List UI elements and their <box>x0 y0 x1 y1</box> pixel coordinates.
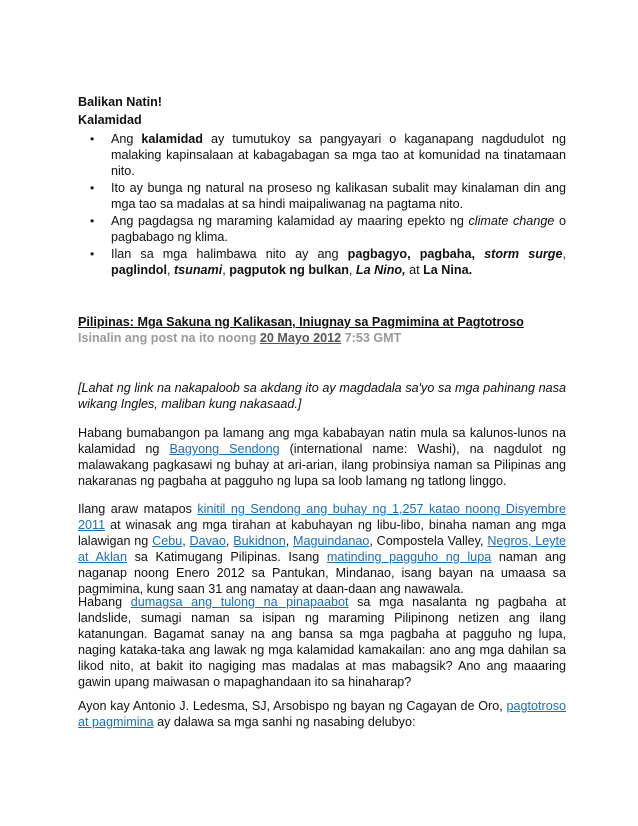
term-bold: kalamidad <box>141 132 204 146</box>
text-run: (international name: Washi), na nagdulot ng malawakang pagkasawi ng buhay at ari-arian, ilang probinsiya naman sa Pilipinas ang nakaranas ng pagbaha at pagguho ng lupa sa loob lamang ng tatlong linggo. <box>78 442 567 488</box>
term-bold-italic: La Nino, <box>355 263 406 277</box>
text-run: Ang pagdagsa ng maraming kalamidad ay maaring epekto ng <box>111 214 469 228</box>
article-title[interactable]: Pilipinas: Mga Sakuna ng Kalikasan, Iniugnay sa Pagmimina at Pagtotroso <box>78 315 524 329</box>
link-negros-leyte-aklan[interactable]: Negros, Leyte at Aklan <box>78 534 567 564</box>
link-pagtotroso-at-pagmimina[interactable]: pagtotroso at pagmimina <box>78 699 566 729</box>
recap-subheading: Kalamidad <box>78 113 142 127</box>
list-item <box>78 213 566 245</box>
text-run: sa mga nasalanta ng pagbaha at landslide, sumagi naman sa isipan ng maraming Pilipinong netizen ang ilang katanungan. Bagamat sanay na ang bansa sa mga pagbaha at pagguho ng lupa, naging kataka-taka ang lawak ng mga kalamidad kamakailan: ano ang mga dahilan sa likod nito, at bakit ito nagiging mas madalas at mas mabagsik? Ano ang maaaring gawin upang maiwasan o mapaghandaan ito sa hinaharap? <box>78 595 567 689</box>
list-item <box>78 246 566 278</box>
text-run <box>411 247 420 261</box>
text-run: , <box>285 534 294 548</box>
translator-note: [Lahat ng link na nakapaloob sa akdang ito ay magdadala sa'yo sa mga pahinang nasa wikang Ingles, maliban kung nakasaad.] <box>78 381 566 411</box>
text-run: o pagbabago ng klima. <box>111 214 566 244</box>
link-davao[interactable]: Davao <box>189 534 226 548</box>
recap-heading: Balikan Natin! <box>78 95 162 109</box>
term-bold: La Nina. <box>423 263 473 277</box>
term-bold: pagbagyo, <box>347 247 411 261</box>
text-run: , <box>562 247 567 261</box>
term-bold-italic: tsunami <box>173 263 223 277</box>
text-run: , <box>222 263 230 277</box>
text-run: Ilan sa mga halimbawa nito ay ang <box>111 247 348 261</box>
term-bold: pagbaha, <box>419 247 476 261</box>
paragraph <box>78 501 566 597</box>
text-run: , <box>166 263 174 277</box>
term-bold-italic: storm surge <box>484 247 563 261</box>
text-run: Habang bumabangon pa lamang ang mga kababayan natin mula sa kalunos-lunos na kalamidad ng <box>78 426 566 456</box>
link-cebu[interactable]: Cebu <box>152 534 183 548</box>
paragraph <box>78 698 566 730</box>
list-item <box>78 131 566 179</box>
meta-time: 7:53 GMT <box>341 331 402 345</box>
text-run: ay dalawa sa mga sanhi ng nasabing delubyo: <box>153 715 416 729</box>
text-run: Ilang araw matapos <box>78 502 198 516</box>
link-dumagsa-ang-tulong[interactable]: dumagsa ang tulong na pinapaabot <box>130 595 349 609</box>
link-bagyong-sendong[interactable]: Bagyong Sendong <box>169 442 280 456</box>
link-matinding-pagguho[interactable]: matinding pagguho ng lupa <box>326 550 492 564</box>
text-run: at <box>405 263 424 277</box>
term-bold: pagputok ng bulkan <box>229 263 349 277</box>
paragraph <box>78 594 566 690</box>
text-run: , <box>225 534 234 548</box>
text-run: at winasak ang mga tirahan at kabuhayan ng libu-libo, binaha naman ang mga lalawigan ng <box>78 518 566 548</box>
text-run: ay tumutukoy sa pangyayari o kaganapang nagdudulot ng malaking kapinsalaan at kabagabagan sa mga tao at komunidad na tinatamaan nito. <box>111 132 566 178</box>
list-item <box>78 180 566 212</box>
text-run: Ito ay bunga ng natural na proseso ng kalikasan subalit may kinalaman din ang mga tao sa madalas at sa hindi maipaliwanag na pagtama nito. <box>111 181 566 211</box>
meta-prefix: Isinalin ang post na ito noong <box>78 331 260 345</box>
term-italic: climate change <box>468 214 555 228</box>
text-run: Ang <box>111 132 142 146</box>
link-bukidnon[interactable]: Bukidnon <box>233 534 286 548</box>
text-run <box>475 247 484 261</box>
text-run: Habang <box>78 595 131 609</box>
text-run: , Compostela Valley, <box>369 534 488 548</box>
text-run: , <box>348 263 356 277</box>
link-sendong-death-toll[interactable]: kinitil ng Sendong ang buhay ng 1,257 katao noong Disyembre 2011 <box>78 502 566 532</box>
recap-bullet-list <box>78 131 566 279</box>
text-run: Ayon kay Antonio J. Ledesma, SJ, Arsobispo ng bayan ng Cagayan de Oro, <box>78 699 507 713</box>
meta-date-link[interactable]: 20 Mayo 2012 <box>259 331 342 345</box>
article-meta <box>78 330 566 346</box>
paragraph <box>78 425 566 489</box>
link-maguindanao[interactable]: Maguindanao <box>293 534 370 548</box>
text-run: naman ang naganap noong Enero 2012 sa Pantukan, Mindanao, isang bayan na umaasa sa pagmimina, kung saan 31 ang namatay at daan-daan ang nawawala. <box>78 550 566 596</box>
text-run: , <box>182 534 190 548</box>
text-run: sa Katimugang Pilipinas. Isang <box>126 550 327 564</box>
term-bold: paglindol <box>111 263 167 277</box>
